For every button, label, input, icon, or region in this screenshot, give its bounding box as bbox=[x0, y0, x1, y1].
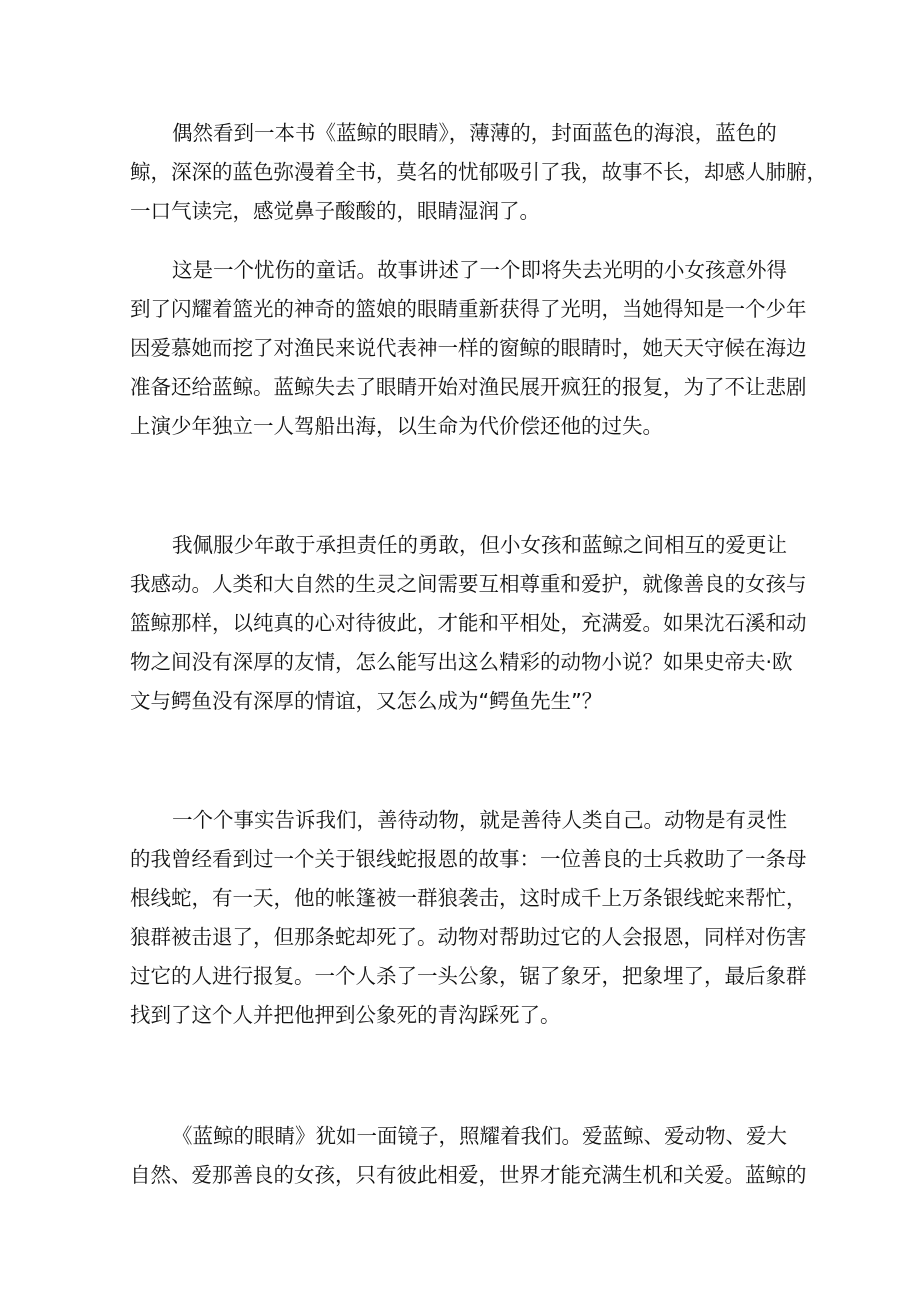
text-line: 过它的人进行报复。一个人杀了一头公象，锯了象牙，把象埋了，最后象群 bbox=[130, 964, 807, 988]
text-line: 文与鳄鱼没有深厚的情谊，又怎么成为“鳄鱼先生”？ bbox=[130, 689, 603, 713]
text-line: 一口气读完，感觉鼻子酸酸的，眼睛湿润了。 bbox=[130, 199, 540, 223]
text-line: 的我曾经看到过一个关于银线蛇报恩的故事：一位善良的士兵救助了一条母 bbox=[130, 847, 807, 871]
text-line: 找到了这个人并把他押到公象死的青沟踩死了。 bbox=[130, 1003, 561, 1027]
text-line: 根线蛇，有一天，他的帐篷被一群狼袭击，这时成千上万条银线蛇来帮忙， bbox=[130, 886, 807, 910]
text-line: 因爱慕她而挖了对渔民来说代表神一样的窗鲸的眼睛时，她天天守候在海边 bbox=[130, 336, 807, 360]
paragraph-2 bbox=[130, 251, 807, 446]
paragraph-1 bbox=[130, 114, 827, 231]
text-line: 偶然看到一本书《蓝鲸的眼睛》，薄薄的，封面蓝色的海浪，蓝色的 bbox=[172, 121, 777, 145]
text-line: 一个个事实告诉我们，善待动物，就是善待人类自己。动物是有灵性 bbox=[172, 808, 787, 832]
text-line: 我佩服少年敢于承担责任的勇敢，但小女孩和蓝鲸之间相互的爱更让 bbox=[172, 533, 787, 557]
text-line: 我感动。人类和大自然的生灵之间需要互相尊重和爱护，就像善良的女孩与 bbox=[130, 572, 807, 596]
text-line: 这是一个忧伤的童话。故事讲述了一个即将失去光明的小女孩意外得 bbox=[172, 258, 787, 282]
text-line: 篮鲸那样，以纯真的心对待彼此，才能和平相处，充满爱。如果沈石溪和动 bbox=[130, 611, 807, 635]
text-line: 到了闪耀着篮光的神奇的篮娘的眼睛重新获得了光明，当她得知是一个少年 bbox=[130, 297, 807, 321]
text-line: 自然、爱那善良的女孩，只有彼此相爱，世界才能充满生机和关爱。蓝鲸的 bbox=[130, 1163, 807, 1187]
text-line: 狼群被击退了，但那条蛇却死了。动物对帮助过它的人会报恩，同样对伤害 bbox=[130, 925, 807, 949]
paragraph-4 bbox=[130, 801, 807, 1035]
text-line: 《蓝鲸的眼睛》犹如一面镜子，照耀着我们。爱蓝鲸、爱动物、爱大 bbox=[172, 1124, 787, 1148]
text-line: 上演少年独立一人驾船出海，以生命为代价偿还他的过失。 bbox=[130, 414, 663, 438]
text-line: 鲸，深深的蓝色弥漫着全书，莫名的忧郁吸引了我，故事不长，却感人肺腑， bbox=[130, 160, 827, 184]
text-line: 物之间没有深厚的友情，怎么能写出这么精彩的动物小说？如果史帝夫·欧 bbox=[130, 650, 793, 674]
paragraph-5 bbox=[130, 1117, 807, 1195]
text-line: 准备还给蓝鲸。蓝鲸失去了眼睛开始对渔民展开疯狂的报复，为了不让悲剧 bbox=[130, 375, 807, 399]
paragraph-3 bbox=[130, 526, 807, 721]
